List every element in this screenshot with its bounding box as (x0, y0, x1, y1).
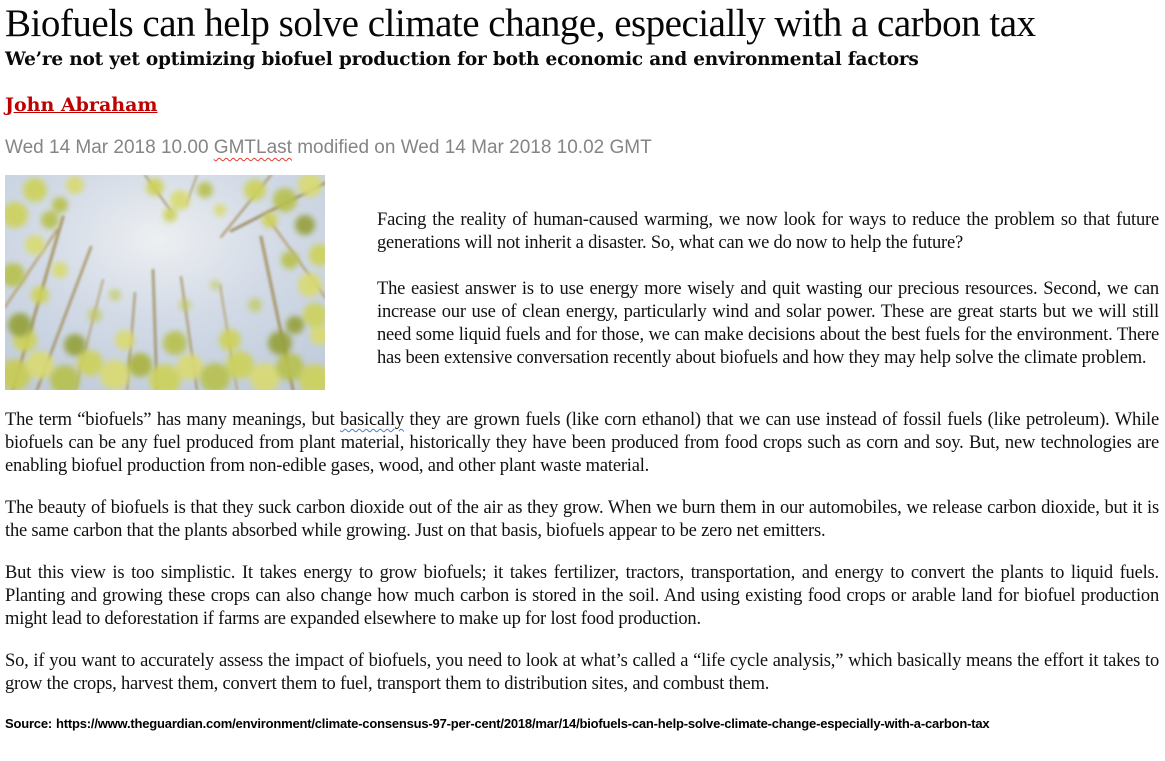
paragraph-intro-1: Facing the reality of human-caused warming, we now look for ways to reduce the problem so that future generations will not inherit a disaster. So, what can we do now to help the future? (377, 210, 1159, 253)
media-row (5, 175, 1159, 390)
paragraph-biofuels-definition (5, 409, 1159, 478)
source-url: https://www.theguardian.com/environment/climate-consensus-97-per-cent/2018/mar/14/biofuels-can-help-solve-climate-change-especially-with-a-carbon-tax (56, 716, 990, 731)
dateline-published: Wed 14 Mar 2018 10.00 (5, 137, 214, 158)
dateline-spellcheck-flagged-text: GMTLast (213, 137, 292, 158)
intro-column (377, 175, 1159, 390)
paragraph-text: The term “biofuels” has many meanings, but (5, 410, 341, 430)
byline-link[interactable]: John Abraham (5, 94, 158, 116)
paragraph-carbon-cycle: The beauty of biofuels is that they suck carbon dioxide out of the air as they grow. When we burn them in our automobiles, we release carbon dioxide, but it is the same carbon that the plants absorbed while growing. Just on that basis, biofuels appear to be zero net emitters. (5, 498, 1159, 541)
article-image (5, 175, 325, 390)
tree-canopy-photo (5, 175, 325, 390)
dateline-modified: modified on Wed 14 Mar 2018 10.02 GMT (291, 137, 652, 158)
source-label: Source: (5, 716, 53, 731)
article-headline: Biofuels can help solve climate change, especially with a carbon tax (5, 2, 1036, 45)
paragraph-text: they are grown fuels (like corn ethanol) that we can use instead of fossil fuels (like petroleum). While biofuels can be any fuel produced from plant material, historically they have been produced from food crops such as corn and soy. But, new technologies are enabling biofuel production from non-edible gases, wood, and other plant waste material. (5, 410, 1159, 476)
article-standfirst: We’re not yet optimizing biofuel production for both economic and environmental factors (5, 49, 919, 70)
paragraph-life-cycle-analysis: So, if you want to accurately assess the impact of biofuels, you need to look at what’s called a “life cycle analysis,” which basically means the effort it takes to grow the crops, harvest them, convert them to fuel, transport them to distribution sites, and combust them. (5, 651, 1159, 694)
paragraph-simplistic-view: But this view is too simplistic. It takes energy to grow biofuels; it takes fertilizer, tractors, transportation, and energy to convert the plants to liquid fuels. Planting and growing these crops can also change how much carbon is stored in the soil. And using existing food crops or arable land for biofuel production might lead to deforestation if farms are expanded elsewhere to make up for lost food production. (5, 563, 1159, 629)
paragraph-intro-2: The easiest answer is to use energy more wisely and quit wasting our precious resources. Second, we can increase our use of clean energy, particularly wind and solar power. These are great starts but we will still need some liquid fuels and for those, we can make decisions about the best fuels for the environment. There has been extensive conversation recently about biofuels and how they may help solve the climate problem. (377, 279, 1159, 368)
grammar-flagged-word: basically (340, 410, 404, 430)
source-line (5, 716, 1159, 731)
dateline (5, 137, 1159, 159)
